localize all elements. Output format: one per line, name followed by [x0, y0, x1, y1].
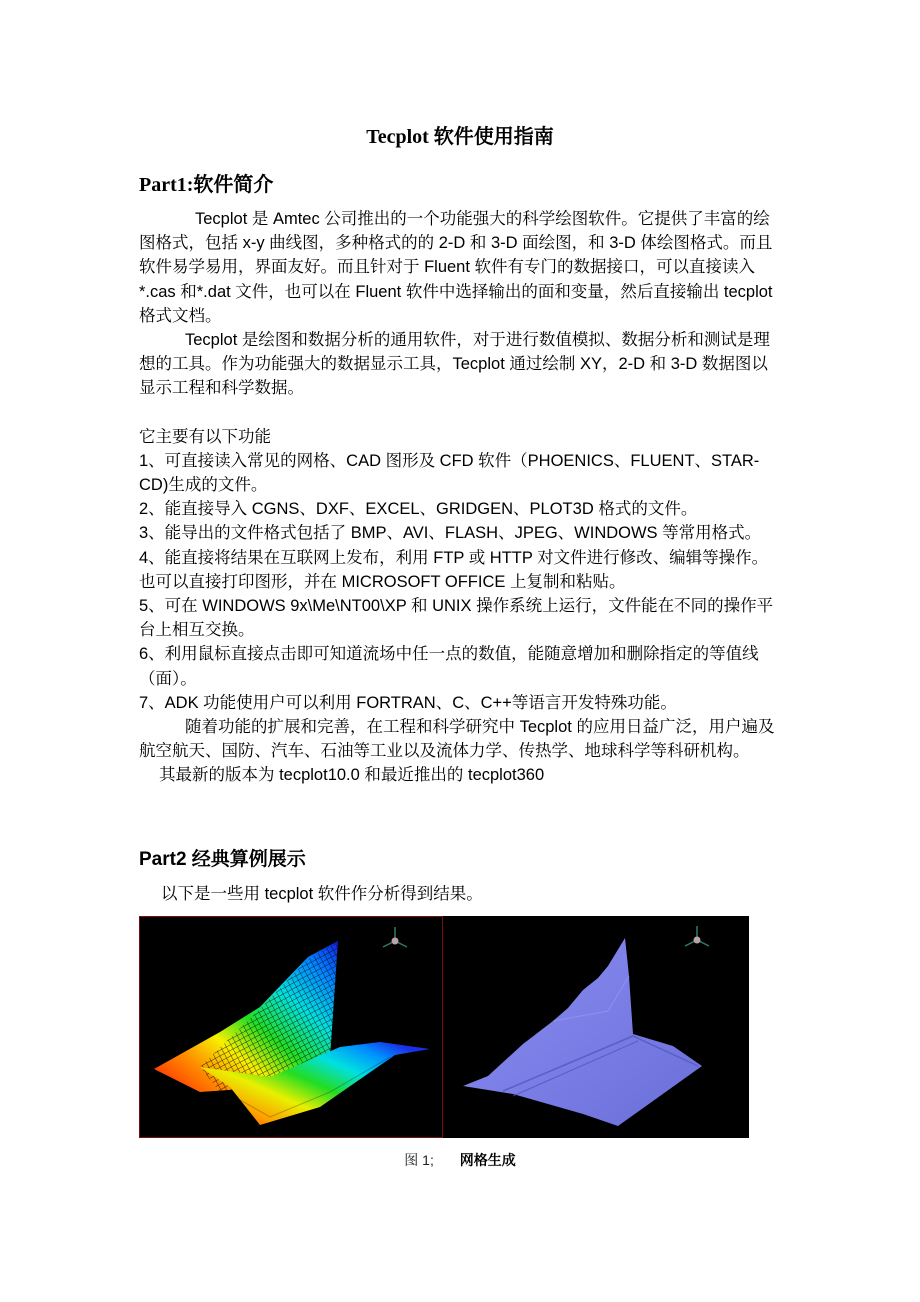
closing-paragraph: 随着功能的扩展和完善，在工程和科学研究中 Tecplot 的应用日益广泛，用户遍及航空航天、国防、汽车、石油等工业以及流体力学、传热学、地球科学等科研机构。 [139, 718, 775, 761]
axis-triad-icon [680, 924, 714, 954]
part1-heading: Part1:软件简介 [139, 174, 274, 196]
features-intro: 它主要有以下功能 [139, 427, 271, 446]
feature-item-1: 1、可直接读入常见的网格、CAD 图形及 CFD 软件（PHOENICS、FLUENT、STAR-CD)生成的文件。 [139, 451, 760, 495]
spacer [139, 401, 784, 425]
version-note: 其最新的版本为 tecplot10.0 和最近推出的 tecplot360 [159, 766, 545, 785]
figure-panel-surface [443, 916, 749, 1138]
feature-item-3: 3、能导出的文件格式包括了 BMP、AVI、FLASH、JPEG、WINDOWS 等常用格式。 [139, 524, 762, 543]
part1-body [139, 207, 784, 788]
figure-caption [0, 1150, 920, 1170]
document-title: Tecplot 软件使用指南 [366, 126, 554, 148]
intro-paragraph-1: Tecplot 是 Amtec 公司推出的一个功能强大的科学绘图软件。它提供了丰富的绘图格式，包括 x-y 曲线图，多种格式的的 2-D 和 3-D 面绘图，和 3-D 体绘图格式。而且软件易学易用，界面友好。而且针对于 Fluent 软件有专门的数据接口，可以直接读入*.cas 和*.dat 文件，也可以在 Fluent 软件中选择输出的面和变量，然后直接输出 tecplot 格式文档。 [139, 210, 773, 325]
feature-item-5: 5、可在 WINDOWS 9x\Me\NT00\XP 和 UNIX 操作系统上运行，文件能在不同的操作平台上相互交换。 [139, 597, 774, 640]
axis-triad-icon [378, 925, 412, 955]
feature-item-7: 7、ADK 功能使用户可以利用 FORTRAN、C、C++等语言开发特殊功能。 [139, 693, 677, 712]
figure-1 [139, 916, 749, 1138]
caption-text: 网格生成 [459, 1152, 516, 1168]
figure-panel-mesh [139, 916, 443, 1138]
feature-item-6: 6、利用鼠标直接点击即可知道流场中任一点的数值，能随意增加和删除指定的等值线（面）。 [139, 645, 759, 688]
caption-number: 图 1; [404, 1152, 434, 1168]
feature-item-4: 4、能直接将结果在互联网上发布，利用 FTP 或 HTTP 对文件进行修改、编辑等操作。也可以直接打印图形，并在 MICROSOFT OFFICE 上复制和粘贴。 [139, 548, 769, 591]
part2-intro: 以下是一些用 tecplot 软件作分析得到结果。 [161, 885, 483, 903]
part2-heading: Part2 经典算例展示 [139, 849, 306, 870]
feature-item-2: 2、能直接导入 CGNS、DXF、EXCEL、GRIDGEN、PLOT3D 格式的文件。 [139, 500, 698, 519]
intro-paragraph-2: Tecplot 是绘图和数据分析的通用软件，对于进行数值模拟、数据分析和测试是理想的工具。作为功能强大的数据显示工具，Tecplot 通过绘制 XY，2-D 和 3-D 数据图以显示工程和科学数据。 [139, 331, 770, 398]
